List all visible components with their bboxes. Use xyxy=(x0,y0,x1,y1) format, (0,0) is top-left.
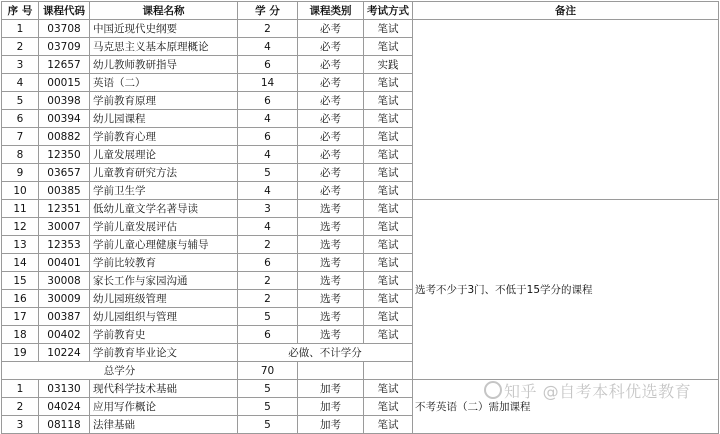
total-label: 总学分 xyxy=(2,362,238,380)
cell-type: 必考 xyxy=(298,128,364,146)
cell-no: 19 xyxy=(2,344,39,362)
cell-exam: 笔试 xyxy=(364,20,413,38)
header-credits: 学 分 xyxy=(238,2,298,20)
cell-name: 幼儿园班级管理 xyxy=(90,290,238,308)
cell-no: 14 xyxy=(2,254,39,272)
cell-name: 学前教育史 xyxy=(90,326,238,344)
cell-name: 低幼儿童文学名著导读 xyxy=(90,200,238,218)
cell-exam: 笔试 xyxy=(364,200,413,218)
cell-exam: 笔试 xyxy=(364,398,413,416)
cell-no: 1 xyxy=(2,380,39,398)
cell-merged: 必做、不计学分 xyxy=(238,344,413,362)
cell-credits: 4 xyxy=(238,38,298,56)
note-elective: 选考不少于3门、不低于15学分的课程 xyxy=(413,200,719,380)
cell-code: 12657 xyxy=(39,56,90,74)
cell-type: 选考 xyxy=(298,236,364,254)
cell-code: 00402 xyxy=(39,326,90,344)
header-row xyxy=(2,2,719,20)
cell-no: 18 xyxy=(2,326,39,344)
cell-credits: 14 xyxy=(238,74,298,92)
cell-code: 30009 xyxy=(39,290,90,308)
cell-type: 必考 xyxy=(298,182,364,200)
cell-no: 5 xyxy=(2,92,39,110)
cell-credits: 2 xyxy=(238,290,298,308)
cell-exam: 笔试 xyxy=(364,146,413,164)
cell-no: 2 xyxy=(2,38,39,56)
cell-exam: 笔试 xyxy=(364,182,413,200)
cell-type: 必考 xyxy=(298,20,364,38)
cell-code: 08118 xyxy=(39,416,90,434)
cell-code: 03708 xyxy=(39,20,90,38)
cell-type: 必考 xyxy=(298,56,364,74)
cell-no: 1 xyxy=(2,20,39,38)
cell-no: 7 xyxy=(2,128,39,146)
cell-type: 必考 xyxy=(298,92,364,110)
cell-type: 选考 xyxy=(298,218,364,236)
header-note: 备注 xyxy=(413,2,719,20)
cell-exam: 笔试 xyxy=(364,308,413,326)
cell-type: 必考 xyxy=(298,38,364,56)
cell-code: 00387 xyxy=(39,308,90,326)
cell-credits: 6 xyxy=(238,326,298,344)
cell-no: 10 xyxy=(2,182,39,200)
cell-credits: 6 xyxy=(238,56,298,74)
cell-credits: 5 xyxy=(238,416,298,434)
cell-code: 12350 xyxy=(39,146,90,164)
cell-type: 选考 xyxy=(298,326,364,344)
cell-credits: 5 xyxy=(238,398,298,416)
cell-no: 12 xyxy=(2,218,39,236)
cell-code: 04024 xyxy=(39,398,90,416)
cell-exam: 笔试 xyxy=(364,380,413,398)
cell-credits: 5 xyxy=(238,164,298,182)
cell-name: 英语（二） xyxy=(90,74,238,92)
cell-exam: 笔试 xyxy=(364,164,413,182)
total-empty-type xyxy=(298,362,364,380)
cell-type: 选考 xyxy=(298,290,364,308)
cell-code: 03130 xyxy=(39,380,90,398)
header-code: 课程代码 xyxy=(39,2,90,20)
table-row xyxy=(2,200,719,218)
cell-exam: 笔试 xyxy=(364,272,413,290)
cell-credits: 4 xyxy=(238,182,298,200)
cell-exam: 笔试 xyxy=(364,290,413,308)
cell-exam: 笔试 xyxy=(364,38,413,56)
cell-exam: 笔试 xyxy=(364,326,413,344)
cell-no: 16 xyxy=(2,290,39,308)
cell-name: 学前儿童心理健康与辅导 xyxy=(90,236,238,254)
cell-no: 17 xyxy=(2,308,39,326)
cell-credits: 6 xyxy=(238,254,298,272)
cell-code: 00394 xyxy=(39,110,90,128)
cell-name: 家长工作与家园沟通 xyxy=(90,272,238,290)
cell-name: 学前卫生学 xyxy=(90,182,238,200)
watermark-text: 知乎 @自考本科优选教育 xyxy=(504,382,692,401)
cell-exam: 实践 xyxy=(364,56,413,74)
cell-exam: 笔试 xyxy=(364,236,413,254)
cell-name: 应用写作概论 xyxy=(90,398,238,416)
cell-type: 选考 xyxy=(298,272,364,290)
cell-code: 30008 xyxy=(39,272,90,290)
cell-name: 幼儿园课程 xyxy=(90,110,238,128)
cell-type: 必考 xyxy=(298,110,364,128)
cell-credits: 6 xyxy=(238,92,298,110)
cell-name: 幼儿教师教研指导 xyxy=(90,56,238,74)
note-extra: 不考英语（二）需加课程 xyxy=(413,380,719,434)
cell-no: 2 xyxy=(2,398,39,416)
cell-code: 00385 xyxy=(39,182,90,200)
header-exam: 考试方式 xyxy=(364,2,413,20)
cell-exam: 笔试 xyxy=(364,74,413,92)
cell-code: 00398 xyxy=(39,92,90,110)
cell-name: 学前教育原理 xyxy=(90,92,238,110)
cell-name: 儿童发展理论 xyxy=(90,146,238,164)
cell-code: 30007 xyxy=(39,218,90,236)
cell-no: 3 xyxy=(2,56,39,74)
cell-exam: 笔试 xyxy=(364,110,413,128)
cell-name: 中国近现代史纲要 xyxy=(90,20,238,38)
note-empty xyxy=(413,20,719,200)
cell-type: 必考 xyxy=(298,74,364,92)
cell-exam: 笔试 xyxy=(364,218,413,236)
cell-type: 选考 xyxy=(298,200,364,218)
header-no: 序 号 xyxy=(2,2,39,20)
cell-no: 6 xyxy=(2,110,39,128)
cell-no: 13 xyxy=(2,236,39,254)
cell-code: 12353 xyxy=(39,236,90,254)
cell-code: 03709 xyxy=(39,38,90,56)
cell-credits: 4 xyxy=(238,218,298,236)
cell-code: 12351 xyxy=(39,200,90,218)
cell-name: 法律基础 xyxy=(90,416,238,434)
cell-name: 幼儿园组织与管理 xyxy=(90,308,238,326)
cell-exam: 笔试 xyxy=(364,128,413,146)
cell-no: 4 xyxy=(2,74,39,92)
cell-no: 15 xyxy=(2,272,39,290)
header-type: 课程类别 xyxy=(298,2,364,20)
cell-no: 9 xyxy=(2,164,39,182)
table-row xyxy=(2,20,719,38)
cell-code: 00401 xyxy=(39,254,90,272)
cell-credits: 3 xyxy=(238,200,298,218)
cell-code: 00015 xyxy=(39,74,90,92)
cell-name: 学前比较教育 xyxy=(90,254,238,272)
total-empty-exam xyxy=(364,362,413,380)
cell-credits: 5 xyxy=(238,380,298,398)
cell-type: 加考 xyxy=(298,416,364,434)
cell-type: 加考 xyxy=(298,380,364,398)
header-name: 课程名称 xyxy=(90,2,238,20)
total-value: 70 xyxy=(238,362,298,380)
cell-no: 8 xyxy=(2,146,39,164)
cell-credits: 4 xyxy=(238,146,298,164)
zhihu-logo-icon xyxy=(484,381,502,399)
cell-exam: 笔试 xyxy=(364,92,413,110)
cell-code: 03657 xyxy=(39,164,90,182)
cell-credits: 5 xyxy=(238,308,298,326)
cell-credits: 6 xyxy=(238,128,298,146)
cell-exam: 笔试 xyxy=(364,416,413,434)
cell-credits: 2 xyxy=(238,236,298,254)
curriculum-table xyxy=(1,1,719,434)
cell-name: 现代科学技术基础 xyxy=(90,380,238,398)
cell-name: 儿童教育研究方法 xyxy=(90,164,238,182)
cell-type: 必考 xyxy=(298,164,364,182)
watermark xyxy=(480,379,691,402)
cell-name: 学前儿童发展评估 xyxy=(90,218,238,236)
cell-code: 10224 xyxy=(39,344,90,362)
cell-name: 马克思主义基本原理概论 xyxy=(90,38,238,56)
cell-no: 11 xyxy=(2,200,39,218)
cell-code: 00882 xyxy=(39,128,90,146)
cell-type: 选考 xyxy=(298,308,364,326)
cell-type: 选考 xyxy=(298,254,364,272)
cell-credits: 2 xyxy=(238,20,298,38)
cell-credits: 4 xyxy=(238,110,298,128)
cell-name: 学前教育心理 xyxy=(90,128,238,146)
cell-credits: 2 xyxy=(238,272,298,290)
cell-type: 加考 xyxy=(298,398,364,416)
cell-name: 学前教育毕业论文 xyxy=(90,344,238,362)
cell-exam: 笔试 xyxy=(364,254,413,272)
cell-no: 3 xyxy=(2,416,39,434)
cell-type: 必考 xyxy=(298,146,364,164)
